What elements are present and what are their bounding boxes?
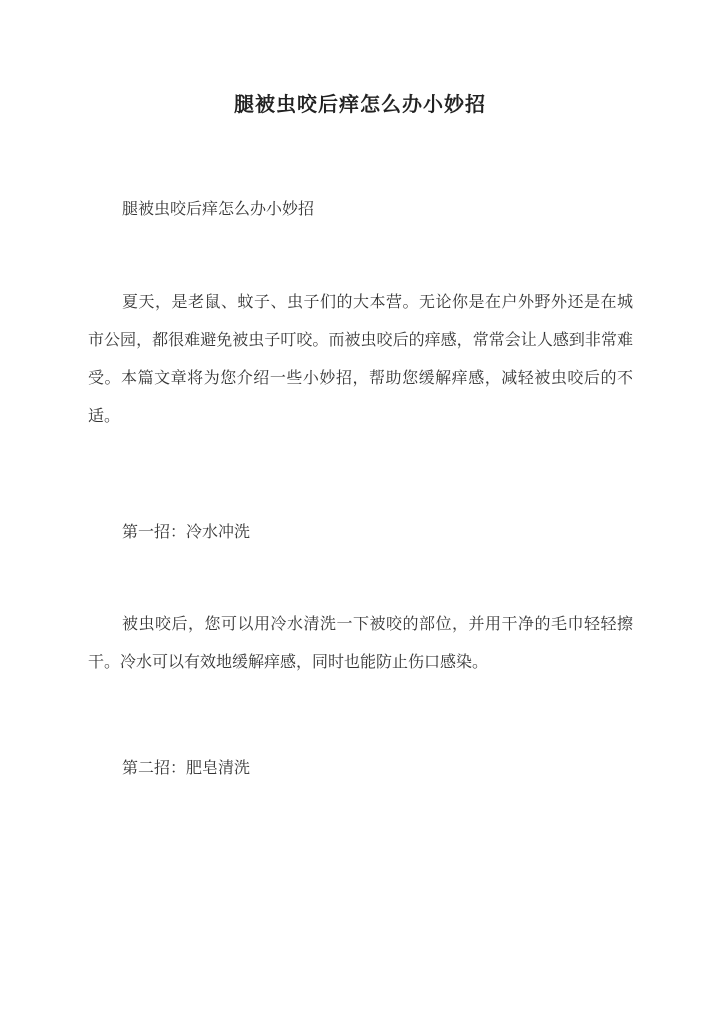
section-1-heading: 第一招：冷水冲洗 <box>122 522 251 541</box>
document-title: 腿被虫咬后痒怎么办小妙招 <box>234 92 486 116</box>
intro-paragraph: 夏天，是老鼠、蚊子、虫子们的大本营。无论你是在户外野外还是在城市公园，都很难避免被虫子叮咬。而被虫咬后的痒感，常常会让人感到非常难受。本篇文章将为您介绍一些小妙招，帮助您缓解痒感，减轻被虫咬后的不适。 <box>88 292 633 425</box>
section-1-paragraph: 被虫咬后，您可以用冷水清洗一下被咬的部位，并用干净的毛巾轻轻擦干。冷水可以有效地缓解痒感，同时也能防止伤口感染。 <box>88 614 633 671</box>
section-2-heading: 第二招：肥皂清洗 <box>122 758 251 777</box>
document-subtitle: 腿被虫咬后痒怎么办小妙招 <box>122 199 315 218</box>
